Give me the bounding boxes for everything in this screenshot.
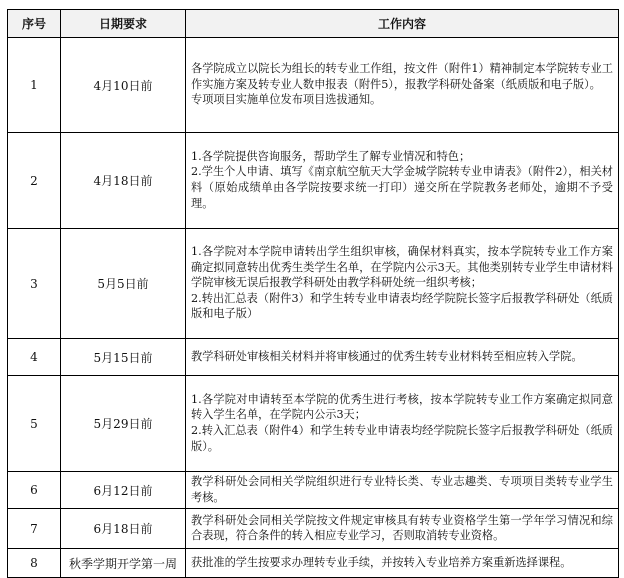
row-date: 5月29日前 <box>61 376 186 472</box>
table-row <box>8 133 619 229</box>
content-line: 1.各学院对申请转至本学院的优秀生进行考核，按本学院转专业工作方案确定拟同意转入学生名单，在学院内公示3天； <box>191 392 613 422</box>
table-row <box>8 339 619 376</box>
content-line: 2.转入汇总表（附件4）和学生转专业申请表均经学院院长签字后报教学科研处（纸质版）。 <box>191 424 613 453</box>
table-row <box>8 472 619 509</box>
table-row <box>8 549 619 578</box>
row-date: 5月15日前 <box>61 339 186 376</box>
content-line: 获批准的学生按要求办理转专业手续，并按转入专业培养方案重新选择课程。 <box>191 555 572 569</box>
row-content <box>186 472 619 509</box>
row-no: 4 <box>8 339 61 376</box>
table-row <box>8 509 619 549</box>
header-date: 日期要求 <box>61 10 186 38</box>
content-line: 教学科研处会同相关学院按文件规定审核具有转专业资格学生第一学年学习情况和综合表现，符合条件的转入相应专业学习，否则取消转专业资格。 <box>191 513 613 543</box>
row-date: 4月18日前 <box>61 133 186 229</box>
row-content <box>186 549 619 578</box>
row-content <box>186 133 619 229</box>
content-line: 1.各学院提供咨询服务，帮助学生了解专业情况和特色； <box>191 149 471 163</box>
row-date: 5月5日前 <box>61 229 186 339</box>
row-content <box>186 376 619 472</box>
header-content: 工作内容 <box>186 10 619 38</box>
row-content <box>186 229 619 339</box>
content-line: 教学科研处会同相关学院组织进行专业特长类、专业志趣类、专项项目类转专业学生考核。 <box>191 475 613 504</box>
row-no: 6 <box>8 472 61 509</box>
row-no: 2 <box>8 133 61 229</box>
row-no: 3 <box>8 229 61 339</box>
content-line: 2.转出汇总表（附件3）和学生转专业申请表均经学院院长签字后报教学科研处（纸质版和电子版） <box>191 291 613 321</box>
row-no: 1 <box>8 38 61 133</box>
header-no: 序号 <box>8 10 61 38</box>
transfer-schedule-table <box>7 9 619 578</box>
row-no: 5 <box>8 376 61 472</box>
row-content <box>186 339 619 376</box>
content-line: 各学院成立以院长为组长的转专业工作组，按文件（附件1）精神制定本学院转专业工作实施方案及转专业人数申报表（附件5），报教学科研处备案（纸质版和电子版）。 <box>191 62 613 91</box>
content-line: 2.学生个人申请、填写《南京航空航天大学金城学院转专业申请表》（附件2），相关材料（原始成绩单由各学院按要求统一打印）递交所在学院教务老师处，逾期不予受理。 <box>191 165 613 210</box>
table-row <box>8 38 619 133</box>
row-date: 秋季学期开学第一周 <box>61 549 186 578</box>
table-header-row <box>8 10 619 38</box>
row-no: 7 <box>8 509 61 549</box>
row-date: 4月10日前 <box>61 38 186 133</box>
table-row <box>8 376 619 472</box>
content-line: 专项项目实施单位发布项目选拔通知。 <box>191 93 382 107</box>
row-content <box>186 38 619 133</box>
row-content <box>186 509 619 549</box>
row-date: 6月12日前 <box>61 472 186 509</box>
row-date: 6月18日前 <box>61 509 186 549</box>
table-row <box>8 229 619 339</box>
row-no: 8 <box>8 549 61 578</box>
content-line: 教学科研处审核相关材料并将审核通过的优秀生转专业材料转至相应转入学院。 <box>191 349 583 363</box>
content-line: 1.各学院对本学院申请转出学生组织审核，确保材料真实，按本学院转专业工作方案确定拟同意转出优秀生类学生名单，在学院内公示3天。其他类别转专业学生申请材料学院审核无误后报教学科研处由教学科研处统一组织考核； <box>191 245 613 290</box>
